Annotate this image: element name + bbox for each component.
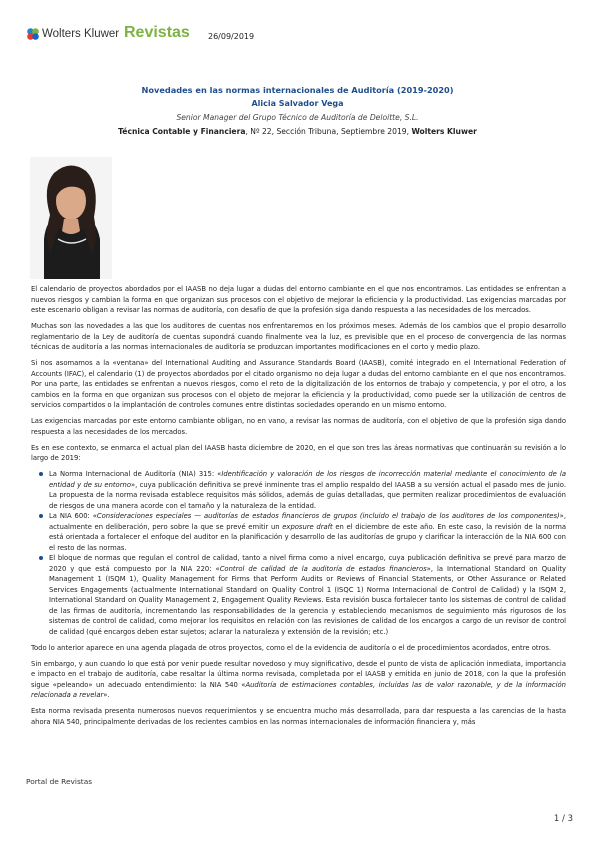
paragraph: [31, 706, 566, 727]
bullet-list: [31, 469, 566, 637]
list-item: [49, 553, 566, 637]
bullet-italic-text: Consideraciones especiales — auditorías de estados financieros de grupos (incluido el trabajo de los auditores de los componentes): [96, 512, 560, 520]
paragraph-text: Sin embargo, y aun cuando lo que está por venir puede resultar novedoso y muy significativo, desde el punto de vista de aplicación inmediata, importancia e impacto en el trabajo de auditoría, cabe resaltar la última norma revisada, completada por el IAASB y emitida en junio de 2018, con la que la profesión sigue «peleando» un adecuado entendimiento: la NIA 540 «: [31, 659, 566, 689]
bullet-icon: [39, 514, 43, 518]
section-name: Revistas: [124, 24, 190, 41]
author-photo: [30, 157, 112, 279]
wolters-kluwer-logo-icon: [26, 27, 40, 41]
article-body: [31, 284, 566, 733]
article-author: Alicia Salvador Vega: [251, 99, 344, 108]
brand-name: Wolters Kluwer: [42, 28, 120, 40]
paragraph: Si nos asomamos a la «ventana» del International Auditing and Assurance Standards Board (IAASB), comité integrado en el International Federation of Accounts (IFAC), el calendario (1) de proyectos abordados por el citado organismo no deja lugar a dudas del entorno cambiante en el que nos encontramos. Por una parte, las entidades se enfrentan a nuevos riesgos, como el reto de la digitalización de los entornos de trabajo y competencia, y por el otro, a los cambios en la forma en que organizan sus procesos con el objeto de mejorar la eficiencia y la productividad, como puede ser la utilización de centros de servicios compartidos o la implantación de controles comunes entre distintas sociedades operando en un mismo entorno.: [31, 359, 566, 409]
bullet-text: La Norma Internacional de Auditoría (NIA) 315: «: [49, 470, 222, 478]
bullet-text: », cuya publicación definitiva se prevé inminente tras el amplio respaldo del IAASB a su versión actual el pasado mes de junio. La propuesta de la norma revisada establece requisitos más sólidos, además de guías detalladas, que permiten realizar procedimientos de evaluación de riesgos de una manera acorde con el tamaño y la naturaleza de la entidad.: [49, 480, 567, 510]
paragraph-text: Todo lo anterior aparece en una agenda plagada de otros proyectos, como el de la evidencia de auditoría o el de procedimientos acordados, entre otros.: [31, 643, 552, 652]
article-heading: [26, 84, 569, 138]
paragraph-text: ».: [103, 691, 110, 699]
list-item: [49, 511, 566, 553]
bullet-text: », actualmente en deliberación, pero sobre la que se prevé emitir un: [49, 512, 566, 531]
bullet-icon: [39, 472, 43, 476]
footer-portal-label: Portal de Revistas: [26, 777, 93, 786]
paragraph-italic-text: Auditoría de estimaciones contables, incluidas las de valor razonable, y de la información relacionada a revelar: [31, 680, 566, 699]
bullet-italic-text: Control de calidad de la auditoría de estados financieros: [219, 564, 427, 573]
author-role: Senior Manager del Grupo Técnico de Auditoría de Deloitte, S.L.: [176, 113, 419, 122]
journal-name: Técnica Contable y Financiera: [118, 127, 246, 136]
bullet-text: en el diciembre de este año. En este caso, la revisión de la norma está orientada a fortalecer el enfoque del auditor en la planificación y desarrollo de las auditorías de grupo y clarificar la interacción de la NIA 600 con el resto de las normas.: [49, 522, 566, 552]
publisher-name: Wolters Kluwer: [411, 127, 477, 136]
bullet-italic-text: Identificación y valoración de los riesgos de incorrección material mediante el conocimiento de la entidad y de su entorno: [49, 470, 566, 489]
paragraph-text: Esta norma revisada presenta numerosos nuevos requerimientos y se encuentra mucho más desarrollada, para dar respuesta a las carencias de la hasta ahora NIA 540, principalmente derivadas de los recientes cambios en las normas internacionales de información financiera y, más: [31, 707, 566, 726]
page-number: 1 / 3: [553, 814, 573, 824]
paragraph: El calendario de proyectos abordados por el IAASB no deja lugar a dudas del entorno cambiante en el que nos encontramos. Las entidades se enfrentan a nuevos riesgos y cambian la forma en que organizan sus procesos con el objetivo de mejorar la eficiencia y la productividad. Las exigencias marcadas por este escenario obligan a revisar las normas de auditoría, con desafío de que la profesión siga dando respuesta a las necesidades de los mercados.: [31, 285, 566, 314]
paragraph: [31, 643, 566, 654]
bullet-italic-text: exposure draft: [282, 522, 333, 531]
bullet-text: El bloque de normas que regulan el control de calidad, tanto a nivel firma como a nivel encargo, cuya publicación definitiva se prevé para marzo de 2020 y que está compuesto por la NIA 220: «: [49, 554, 566, 573]
paragraph: Las exigencias marcadas por este entorno cambiante obligan, no en vano, a revisar las normas de auditoría, con el objetivo de que la profesión siga dando respuesta a las necesidades de los mercados.: [31, 417, 566, 436]
bullet-icon: [39, 556, 43, 560]
publication-line: [26, 125, 569, 138]
bullet-text: La NIA 600: «: [49, 512, 97, 520]
header-date: 26/09/2019: [208, 32, 255, 41]
paragraph: [31, 659, 566, 701]
article-title: Novedades en las normas internacionales de Auditoría (2019-2020): [141, 85, 454, 95]
bullet-text: », la International Standard on Quality Management 1 (ISQM 1), Quality Management for Firms that Perform Audits or Reviews of Financial Statements, or Other Assurance or Related Services Engagements (actualmente International Standard on Quality Control 1 (ISQC 1) Norma Internacional de Control de Calidad) y la ISQM 2, International Standard on Quality Management 2, Engagement Quality Reviews. Esta revisión busca fortalecer tanto los sistemas de control de calidad de las firmas de auditoría, incrementando las responsabilidades de la gerencia y estableciendo mecanismos de seguimiento más rigurosos de los sistemas de control de calidad, como mejorar los requisitos en relación con las revisiones de calidad de los encargos a cargo de un revisor de control de calidad (qué encargos deben estar sujetos; aclarar la naturaleza y extensión de la revisión; etc.): [49, 564, 567, 636]
list-item: [49, 469, 566, 511]
publication-details: , Nº 22, Sección Tribuna, Septiembre 2019,: [245, 127, 412, 136]
paragraph: Muchas son las novedades a las que los auditores de cuentas nos enfrentaremos en los próximos meses. Además de los cambios que el propio desarrollo reglamentario de la Ley de auditoría de cuentas supondrá cuando finalmente vea la luz, es previsible que en el proceso de convergencia de las normas técnicas de auditoría a las normas internacionales de auditoría se produzcan importantes modificaciones en el corto y medio plazo.: [31, 322, 566, 351]
paragraph: Es en ese contexto, se enmarca el actual plan del IAASB hasta diciembre de 2020, en el que son tres las áreas normativas que continuarán su revisión a lo largo de 2019:: [31, 443, 566, 462]
